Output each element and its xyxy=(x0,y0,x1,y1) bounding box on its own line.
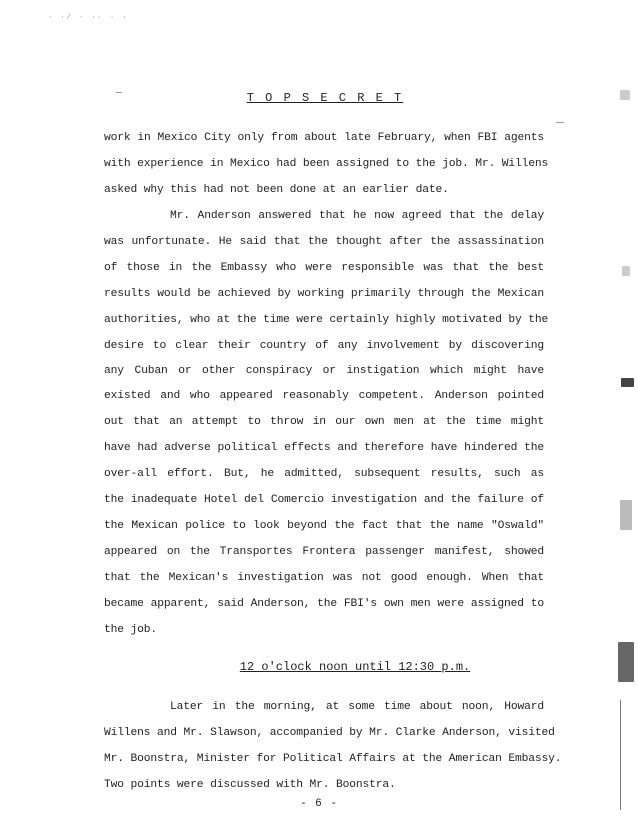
scan-speck xyxy=(116,92,122,93)
scan-speck xyxy=(622,266,630,276)
section-line: Later in the morning, at some time about noon, Howard xyxy=(170,701,544,713)
body-line: the inadequate Hotel del Comercio investigation and the failure of xyxy=(104,494,544,506)
body-line: results would be achieved by working primarily through the Mexican xyxy=(104,288,544,300)
body-line: over-all effort. But, he admitted, subsequent results, such as xyxy=(104,468,544,480)
body-line: with experience in Mexico had been assigned to the job. Mr. Willens xyxy=(104,158,549,170)
section-line: Willens and Mr. Slawson, accompanied by Mr. Clarke Anderson, visited xyxy=(104,727,555,739)
body-line: the job. xyxy=(104,624,158,636)
scan-speck xyxy=(620,90,630,100)
body-line: out that an attempt to throw in our own men at the time might xyxy=(104,416,544,428)
scan-speck xyxy=(618,642,634,682)
scan-speck xyxy=(556,122,564,123)
section-heading: 12 o'clock noon until 12:30 p.m. xyxy=(239,660,471,674)
body-line: was unfortunate. He said that the thought after the assassination xyxy=(104,236,544,248)
body-line: of those in the Embassy who were responsible was that the best xyxy=(104,262,544,274)
body-line: the Mexican police to look beyond the fact that the name "Oswald" xyxy=(104,520,544,532)
body-line: desire to clear their country of any involvement by discovering xyxy=(104,340,544,352)
body-line: any Cuban or other conspiracy or instigation which might have xyxy=(104,365,544,377)
body-line: became apparent, said Anderson, the FBI's own men were assigned to xyxy=(104,598,544,610)
body-line: appeared on the Transportes Frontera passenger manifest, showed xyxy=(104,546,544,558)
body-line: have had adverse political effects and therefore have hindered the xyxy=(104,442,544,454)
section-line: Two points were discussed with Mr. Boonstra. xyxy=(104,779,396,791)
page-number: - 6 - xyxy=(299,798,338,810)
body-line: that the Mexican's investigation was not good enough. When that xyxy=(104,572,544,584)
scan-edge-line xyxy=(620,700,621,810)
body-line: Mr. Anderson answered that he now agreed that the delay xyxy=(170,210,544,222)
body-line: asked why this had not been done at an earlier date. xyxy=(104,184,449,196)
scan-speck xyxy=(620,500,632,530)
section-line: Mr. Boonstra, Minister for Political Affairs at the American Embassy. xyxy=(104,753,562,765)
body-line: work in Mexico City only from about late February, when FBI agents xyxy=(104,132,544,144)
body-line: existed and who appeared reasonably competent. Anderson pointed xyxy=(104,390,544,402)
scan-speck xyxy=(621,378,634,387)
scan-marks: · ·/ · ·· · · xyxy=(48,14,129,22)
classification-heading: T O P S E C R E T xyxy=(246,91,404,105)
body-line: authorities, who at the time were certainly highly motivated by the xyxy=(104,314,549,326)
